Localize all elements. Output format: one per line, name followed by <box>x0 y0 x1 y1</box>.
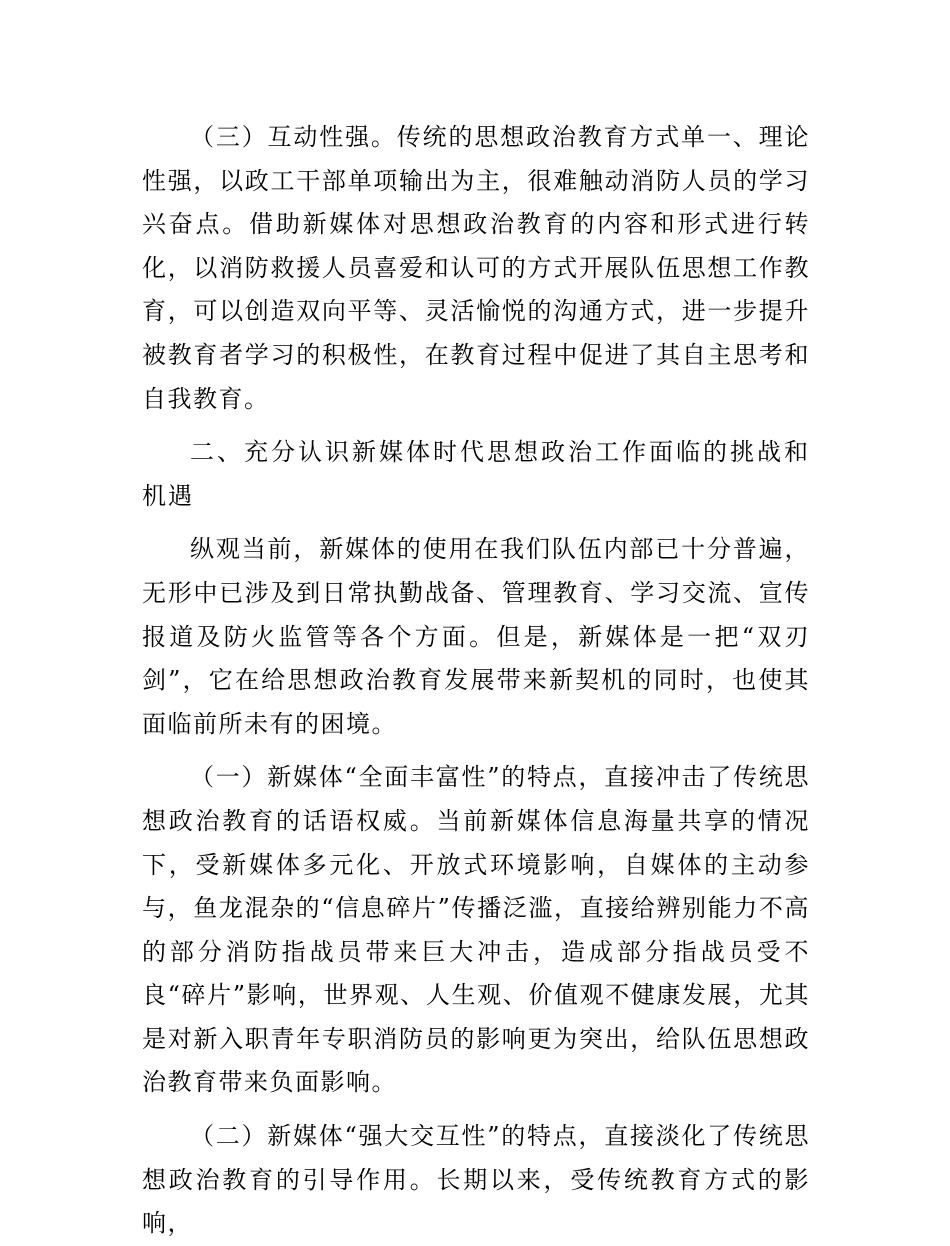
paragraph-overview: 纵观当前，新媒体的使用在我们队伍内部已十分普遍，无形中已涉及到日常执勤战备、管理教育、学习交流、宣传报道及防火监管等各个方面。但是，新媒体是一把“双刃剑”，它在给思想政治教育发展带来新契机的同时，也使其面临前所未有的困境。 <box>142 535 810 738</box>
paragraph-interactivity: （三）互动性强。传统的思想政治教育方式单一、理论性强，以政工干部单项输出为主，很难触动消防人员的学习兴奋点。借助新媒体对思想政治教育的内容和形式进行转化，以消防救援人员喜爱和认可的方式开展队伍思想工作教育，可以创造双向平等、灵活愉悦的沟通方式，进一步提升被教育者学习的积极性，在教育过程中促进了其自主思考和自我教育。 <box>142 123 810 413</box>
document-body <box>142 116 810 1246</box>
paragraph-richness: （一）新媒体“全面丰富性”的特点，直接冲击了传统思想政治教育的话语权威。当前新媒体信息海量共享的情况下，受新媒体多元化、开放式环境影响，自媒体的主动参与，鱼龙混杂的“信息碎片”传播泛滥，直接给辨别能力不高的部分消防指战员带来巨大冲击，造成部分指战员受不良“碎片”影响，世界观、人生观、价值观不健康发展，尤其是对新入职青年专职消防员的影响更为突出，给队伍思想政治教育带来负面影响。 <box>142 763 810 1097</box>
section-heading-challenges: 二、充分认识新媒体时代思想政治工作面临的挑战和机遇 <box>142 438 810 510</box>
paragraph-interaction: （二）新媒体“强大交互性”的特点，直接淡化了传统思想政治教育的引导作用。长期以来，受传统教育方式的影响， <box>142 1122 810 1238</box>
